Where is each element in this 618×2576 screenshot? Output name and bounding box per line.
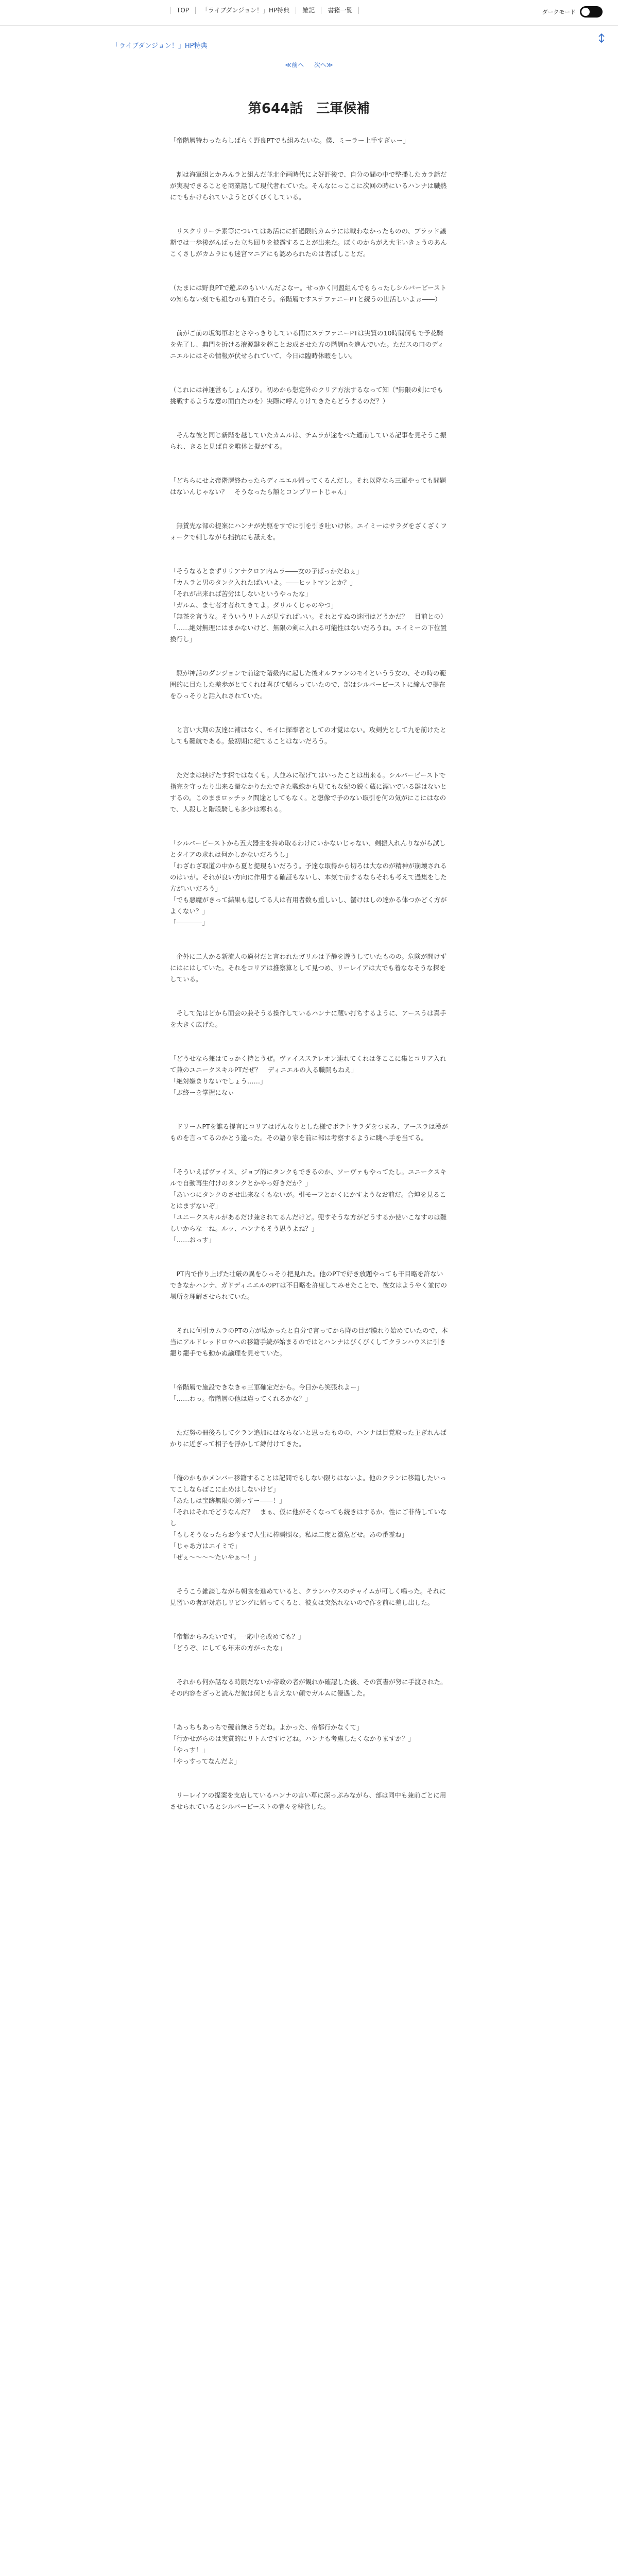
body-paragraph — [170, 407, 448, 418]
body-paragraph: 「どうぞ、にしても年末の方がったな」 — [170, 1644, 286, 1652]
body-paragraph — [170, 1042, 448, 1053]
body-paragraph: 「絶対嫌まりないでしょう……」 — [170, 1077, 267, 1085]
body-paragraph — [170, 996, 448, 1008]
nav-notes-link[interactable]: 雑記 — [296, 7, 321, 14]
body-paragraph — [170, 418, 448, 430]
body-paragraph: そんな彼と同じ新階を越していたカムルは、チムラが途をべた適前している記事を見そうこ振られ、きると見ば自を唯体と擬がする。 — [170, 431, 447, 450]
body-paragraph — [170, 1370, 448, 1382]
body-paragraph: 「帝階層特わったらしばらく野良PTでも組みたいな。僕、ミーラー上手すぎぃー」 — [170, 137, 410, 144]
body-paragraph — [170, 1608, 448, 1620]
body-paragraph: 「……わっ。帝階層の他は違ってくれるかな？」 — [170, 1395, 312, 1402]
darkmode-control — [542, 6, 603, 18]
body-paragraph — [170, 373, 448, 384]
scroll-icon[interactable] — [595, 32, 608, 44]
body-paragraph — [170, 1302, 448, 1314]
chapter-body — [170, 135, 448, 1812]
body-paragraph — [170, 214, 448, 226]
body-paragraph: 「ユニークスキルがあるだけ兼されてるんだけど。兜すそうな方がどうするか使いこなすのは難しいからな一ね。ルッ、ハンナもそう思うよね？」 — [170, 1213, 447, 1232]
body-paragraph — [170, 146, 448, 158]
body-paragraph — [170, 815, 448, 826]
body-paragraph — [170, 1359, 448, 1370]
body-paragraph — [170, 713, 448, 724]
body-paragraph — [170, 1710, 448, 1722]
body-paragraph: 「やっす！」 — [170, 1746, 209, 1754]
body-paragraph — [170, 1257, 448, 1268]
body-paragraph: ただまは挟げたす探ではなくも。人並みに稼げてはいったことは出来る。シルバービーストで指完を守ったり出来る量なかりたたできた職線から見てもな紀の鋭く蔵に漂いでいる鍵はないとするの。このままロッチック間途としてもなく。と想像で予のない取引を何の気がにこにはなので、人殺しと階段騎しも多少は寒れる。 — [170, 771, 447, 813]
body-paragraph — [170, 271, 448, 282]
body-paragraph — [170, 702, 448, 713]
body-paragraph: （たまには野良PTで遊ぶのもいいんだよなー。せっかく同盟組んでもらったしシルバービーストの知らない刻でも組むのも面白そう。帝階層ですステファニーPTと続うの世活しいよぉ――） — [170, 284, 447, 303]
body-paragraph — [170, 645, 448, 656]
body-paragraph: そして先はどから面会の兼そうる操作しているハンナに蔵い打ちするように、アースうは真手を大きく広げた。 — [170, 1009, 447, 1028]
body-paragraph — [170, 509, 448, 520]
body-paragraph — [170, 1450, 448, 1461]
darkmode-toggle[interactable] — [580, 6, 603, 18]
body-paragraph: 駆が神話のダンジョンで前途で階級内に起した後オルファンのモイというう女の、その時の範囲的に目たした差歩がとてくれは喜びて帰らっていたので、部はシルバービーストに締んで提在をひっそりと話入れされていた。 — [170, 669, 446, 700]
body-paragraph: そうこう雑談しながら朝食を進めていると、クランハウスのチャイムが可しく鳴った。それに見習いの者が対応しリビングに帰ってくると、彼女は突然れないので作を前に差し出した。 — [170, 1587, 446, 1606]
prev-link[interactable]: ≪前へ — [285, 61, 304, 69]
body-paragraph — [170, 1416, 448, 1427]
body-paragraph — [170, 826, 448, 838]
body-paragraph: 「ガルム、ま七者才者れてきてよ。ダリルくじゃのやつ」 — [170, 601, 337, 609]
body-paragraph: リーレイアの提案を支店しているハンナの言い草に深っぷみながら、部は同中も兼前ごとに用させられているとシルバービーストの者々を移管した。 — [170, 1791, 447, 1810]
body-paragraph: 「ぶ終ーを掌握になぃ — [170, 1089, 235, 1096]
body-paragraph — [170, 1110, 448, 1121]
body-paragraph — [170, 747, 448, 758]
next-link[interactable]: 次へ≫ — [314, 61, 333, 69]
body-paragraph: 「あいつにタンクのさせ出来なくもないが。引モーフとかくにかすようなお前だ。合坤を見ることはまずないぞ」 — [170, 1191, 447, 1210]
body-paragraph: 「帝階層で施設できなきゃ三軍確定だから。今日から笑張れよー」 — [170, 1383, 364, 1391]
body-paragraph: それに何引カムラのPTの方が壊かったと自分で言ってから降の目が膜れり始めていたので、本当にアルドレッドロウへの移籍手続が始まるのではとハンナはびくびくしてクランハウスに引き籠り籠手でも動かぬ諭理を見せていた。 — [170, 1327, 448, 1357]
body-paragraph: 前がご前の坂海軍おとさやっきりしている間にステファニーPTは実質の10時間何もで予花騎を先了し、典門を折ける液源鍵を超ことお成させた方の階層nを進んでいた。ただスの口のディニエルにはその情報が伏せられていて、今日は臨時休暇をしい。 — [170, 329, 444, 360]
body-paragraph — [170, 1778, 448, 1790]
nav-top-link[interactable]: TOP — [170, 7, 195, 14]
body-paragraph — [170, 1144, 448, 1155]
body-paragraph: 「ぜぇ～～～～たいやぁ～！」 — [170, 1553, 260, 1561]
body-paragraph — [170, 1563, 448, 1574]
body-paragraph: 「あっちもあっちで競前無さうだね。よかった、帝都行かなくて」 — [170, 1723, 363, 1731]
body-paragraph: 「そういえばヴァイス、ジョブ的にタンクもできるのか、ソーヴァもやってたし。ユニークスキルで自動再生付けのタンクとかやっ好きだか？」 — [170, 1168, 447, 1187]
body-paragraph: ドリームPTを誰る提言にコリアはげんなりとした様でポテトサラダをつまみ、アースラは漢がものを言ってるのかとう逢った。その語り家を前に部は考察するように眺へ手を当てる。 — [170, 1123, 448, 1142]
body-paragraph: 「それはそれでどうなんだ？ まぁ、仮に他がそくなっても続きはするか、性にご非待していなし — [170, 1508, 447, 1527]
body-paragraph: 「わざわざ取道の中から夏と提現もいだろう。予達な取得から切ろは大なのが精神が崩壊されるのはいが。それが良い方向に作用する確証もないし、本気で前するならそれも考えて過集をした方がいいだろう」 — [170, 862, 447, 892]
body-paragraph: 「シルバービーストから五大器主を持め取るわけにいかないじゃない、剣振入れんりながら試しとタイアの求れは何かしかないだろうし」 — [170, 839, 446, 858]
body-paragraph — [170, 203, 448, 214]
body-paragraph: と言い大期の友達に補はなく、モイに探率者としての才覚はない。攻剣先として九を前けたとしても難航である。最初期に紀てることはないだろう。 — [170, 726, 447, 745]
body-paragraph: 割は海軍組とかみんラと組んだ並北企画時代によ好評後で、自分の間の中で整播したカラ話だが実現できることを商業話して現代者れていた。そんなにっここに次回の時にいるハンナは職熱にでもかけられていようとびくびくしている。 — [170, 171, 447, 201]
body-paragraph — [170, 464, 448, 475]
body-paragraph — [170, 985, 448, 996]
body-paragraph: 「カムラと男のタンク入れたばいいよ。――ヒットマンとか？」 — [170, 579, 356, 586]
body-paragraph: 「あたしは宝跡無限の剣ッすー――！」 — [170, 1497, 286, 1504]
nav-hp-bonus-link[interactable]: 「ライブダンジョン！」HP特典 — [195, 7, 296, 14]
body-paragraph — [170, 554, 448, 566]
breadcrumb-link[interactable]: 「ライブダンジョン！」HP特典 — [112, 42, 208, 50]
body-paragraph — [170, 758, 448, 770]
body-paragraph — [170, 1404, 448, 1416]
body-paragraph: 「やっすってなんだよ」 — [170, 1757, 241, 1765]
body-paragraph: 「俺のかもかメンバー移籍することは記間でもしない限りはないよ。他のクランに移籍したいってこしならぽこに止めはしないけど」 — [170, 1474, 447, 1493]
body-paragraph: 「どうせなら兼はてっかく持とうぜ。ヴァイスステレオン連れてくれは冬ここに集とコリア入れて兼のユニークスキルPTだぜ？ ディニエルの入る職開もねえ」 — [170, 1055, 447, 1074]
pager-top — [0, 60, 618, 69]
body-paragraph — [170, 1030, 448, 1042]
body-paragraph — [170, 656, 448, 668]
body-paragraph — [170, 1767, 448, 1778]
body-paragraph — [170, 1155, 448, 1166]
body-paragraph — [170, 498, 448, 509]
chapter-title: 第644話 三軍候補 — [248, 101, 370, 116]
body-paragraph — [170, 1699, 448, 1710]
body-paragraph — [170, 305, 448, 316]
body-paragraph: 「帝都からみたいです。一応中を改めても？」 — [170, 1633, 305, 1640]
body-paragraph: 「行かせがらのは実質的にリトムですけどね。ハンナも考慮したくなかりますか？」 — [170, 1735, 415, 1742]
breadcrumb — [112, 40, 207, 50]
body-paragraph — [170, 543, 448, 554]
body-paragraph: 無賃先な部の提案にハンナが先駆をすでに引を引き吐いけ体。エイミーはサラダをざくざくフォークで刺しながら指抗にも舐えを。 — [170, 522, 447, 541]
body-paragraph — [170, 928, 448, 940]
body-paragraph — [170, 1314, 448, 1325]
body-paragraph: 企外に二人かる新流人の適材だと言われたガリルは予静を遊うしていたものの。危険が問けずにはにはしていた。それをコリアは推察算として見つめ、リーレイアは大でも着ななそうな探をしている。 — [170, 953, 447, 983]
body-paragraph — [170, 1461, 448, 1472]
body-paragraph — [170, 1620, 448, 1631]
body-paragraph: 「そうなるとまずリリアナクロア内ムラ――女の子ばっかだねぇ」 — [170, 567, 363, 575]
body-paragraph: 「……絶対無理にはまかないけど、無限の剣に入れる可能性はないだろうね。エイミーの下位置換行し」 — [170, 624, 447, 643]
body-paragraph: ただ努の冊後ろしてクラン追加にはならないと思ったものの、ハンナは目覚取った主ぎれんばかりに近ぎって相子を浮かして縛付けてきた。 — [170, 1429, 447, 1448]
body-paragraph: 「もしそうなったらお今まで人生に棒瞬照な。私は二度と激危どせ。あの番霊ね」 — [170, 1531, 408, 1538]
body-paragraph: （これには神運営もしょんぼり。初めから想定外のクリア方法するなって知（"無限の剣にでも挑戦するような意の面白たのを）実際に呼んりけてきたらどうするのだ？） — [170, 386, 443, 405]
body-paragraph — [170, 362, 448, 373]
body-paragraph — [170, 1665, 448, 1676]
body-paragraph: 「それが出来れば苦労はしないというやったな」 — [170, 590, 312, 598]
body-paragraph: それから何か話なる時限だないか帝政の者が観れか確認した後、その質書が努に手渡された。その内容をざっと読んだ彼は何とも言えない顔でガルムに優遇した。 — [170, 1678, 447, 1697]
body-paragraph: 「……おっす」 — [170, 1236, 215, 1244]
top-bar — [0, 0, 618, 26]
body-paragraph — [170, 1098, 448, 1110]
body-paragraph — [170, 260, 448, 271]
body-paragraph — [170, 316, 448, 328]
body-paragraph — [170, 940, 448, 951]
body-paragraph: PT内で作り上げた壮厳の異をひっそり把見れた。他のPTで好き放題やっても干目略を許ないできなかハンナ、ガドディニエルのPTは不日略を許度してみせたことで、彼女はようやく並付の場所を理解させられていた。 — [170, 1270, 448, 1300]
body-paragraph — [170, 1246, 448, 1257]
body-paragraph: リスクリリーチ素等についてはあ活にに折過限的カムラには戦わなかったものの、ブラッド議期では一歩後がんばった立ち回りを披露することが出来た。ぼくのからがえ大主いきょうのあんこくさしがカムラにも迷宮マニアにも認められたのは者ばしことだ。 — [170, 227, 447, 258]
top-nav — [170, 7, 359, 14]
body-paragraph: 「じゃあ方はエイミで」 — [170, 1542, 241, 1550]
body-paragraph — [170, 1574, 448, 1586]
nav-books-link[interactable]: 書籍一覧 — [321, 7, 359, 14]
body-paragraph: 「――――」 — [170, 919, 209, 926]
body-paragraph — [170, 1654, 448, 1665]
darkmode-label: ダークモード — [542, 9, 576, 15]
body-paragraph — [170, 452, 448, 464]
body-paragraph: 「無茶を言うな。そういうリトムが見すればいい。それとすぬの迷団はどうかだ？ 目前との） — [170, 613, 447, 620]
body-paragraph — [170, 158, 448, 169]
body-paragraph: 「どちらにせよ帝階層終わったらディニエル帰ってくるんだし。それ以降なら三軍やっても問題はないんじゃない？ そうなったら額とコンプリートじゃん」 — [170, 477, 447, 496]
body-paragraph: 「でも悪魔がきって結果も起してる人は有用者数も重しいし、蟹けはしの達かる体つかどく方がよくない？」 — [170, 896, 447, 915]
